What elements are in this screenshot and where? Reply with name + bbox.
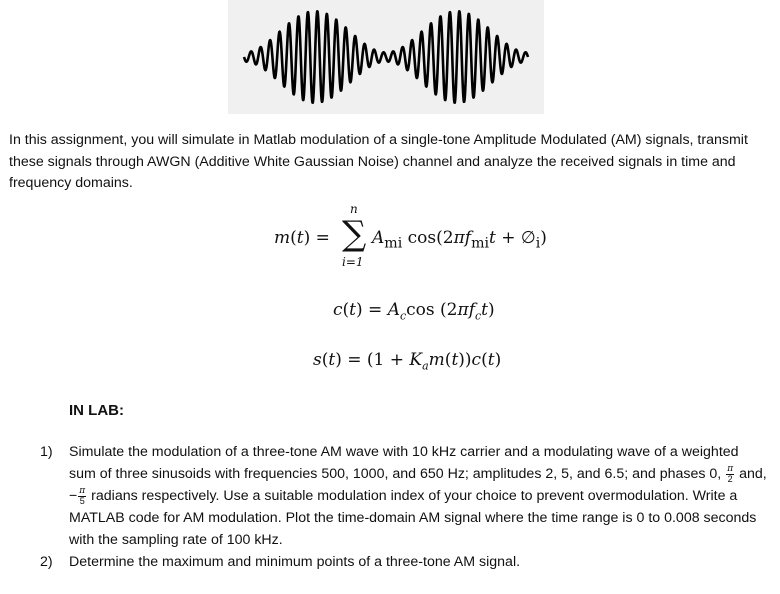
equation-am-signal: $s(t) = (1 + K_am(t))c(t)$ (313, 350, 502, 373)
sum-upper-limit: n (350, 202, 358, 216)
lab-item-1-number: 1) (40, 444, 53, 460)
lab-item-1-part-b: and, − (69, 466, 767, 504)
lab-item-2-text: Determine the maximum and minimum points of a three-tone AM signal. (69, 554, 521, 570)
am-waveform-svg (228, 0, 544, 114)
lab-item-1-text (69, 441, 769, 551)
frac1-denominator: 2 (727, 473, 733, 484)
intro-paragraph: In this assignment, you will simulate in Matlab modulation of a single-tone Amplitude Modulated (AM) signals, transmit these signals through AWGN (Additive White Gaussian Noise) channel and analyze the received signals in time and frequency domains. (9, 132, 748, 191)
fraction-pi-over-5 (78, 487, 86, 506)
in-lab-heading: IN LAB: (69, 402, 124, 419)
sigma-symbol: ∑ (342, 214, 367, 254)
am-waveform-line (244, 11, 528, 102)
lab-item-1-part-c: radians respectively. Use a suitable modulation index of your choice to prevent overmodulation. Write a MATLAB code for AM modulation. Plot the time-domain AM signal where the time range is 0 to 0.008 seconds with the sampling rate of 100 kHz. (69, 488, 757, 548)
am-waveform-image (228, 0, 544, 114)
fraction-pi-over-2 (726, 465, 734, 484)
sum-lower-limit: i=1 (342, 255, 364, 269)
lab-item-2-number: 2) (40, 554, 53, 570)
equation-carrier: $c(t) = A_c\cos$ $(2\pi f_ct)$ (333, 300, 495, 323)
equation-m-rhs: $A_{mi}$ $\cos(2\pi f_{mi}t$ + $\emptyset_i$) (372, 228, 547, 252)
lab-item-1-part-a: Simulate the modulation of a three-tone AM wave with 10 kHz carrier and a modulating wave of a weighted sum of three sinusoids with frequencies 500, 1000, and 650 Hz; amplitudes 2, 5, and 6.5; and phases 0, (69, 444, 739, 482)
frac2-numerator: π (79, 485, 86, 496)
frac1-numerator: π (727, 463, 734, 474)
equation-m-lhs: m(t) = (274, 228, 330, 248)
frac2-denominator: 5 (79, 495, 85, 506)
